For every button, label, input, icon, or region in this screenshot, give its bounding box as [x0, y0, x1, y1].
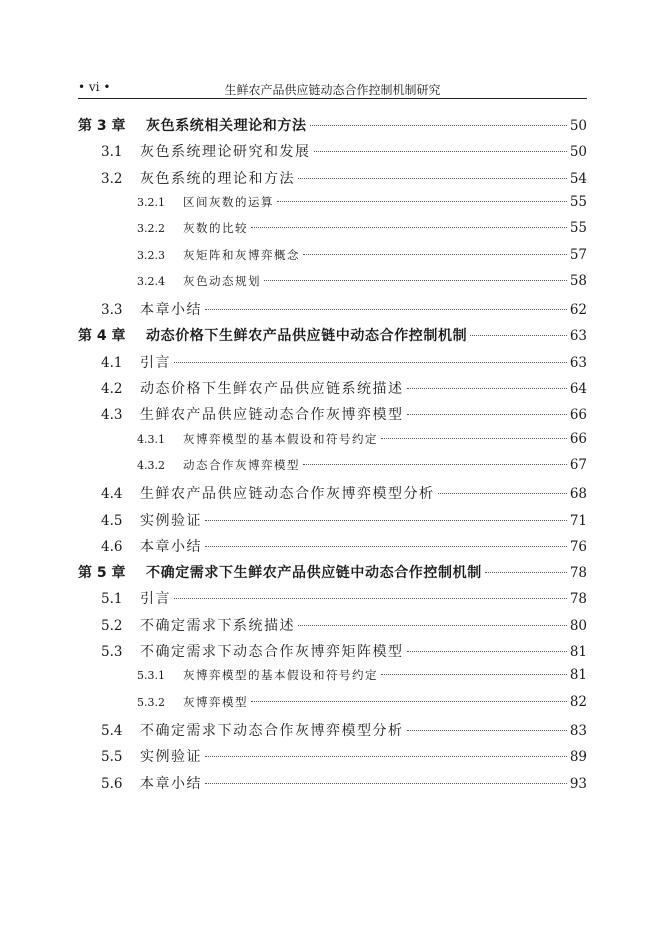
- toc-entry-page: 58: [569, 272, 587, 289]
- toc-entry-number: 4.2: [101, 381, 123, 397]
- toc-entry-number: 5.3.2: [137, 695, 165, 709]
- toc-entry-title: 灰色系统相关理论和方法: [146, 118, 307, 134]
- toc-entry-page: 55: [569, 193, 587, 210]
- page-header: [78, 80, 587, 99]
- dot-leader: [251, 227, 567, 228]
- dot-leader: [205, 756, 567, 757]
- toc-entry-number: 4.3: [101, 407, 123, 424]
- toc-entry-number: 5.6: [101, 775, 123, 792]
- toc-chapter-entry[interactable]: [78, 325, 587, 351]
- running-title: 生鲜农产品供应链动态合作控制机制研究: [224, 83, 441, 97]
- toc-entry-number: 4.4: [101, 486, 123, 503]
- toc-entry-page: 89: [569, 749, 587, 766]
- toc-section-entry[interactable]: [101, 641, 587, 667]
- toc-entry-title: 灰数的比较: [183, 221, 248, 236]
- dot-leader: [407, 651, 567, 652]
- toc-entry-title: 灰色动态规划: [183, 273, 261, 288]
- toc-entry-title: 本章小结: [140, 775, 202, 792]
- dot-leader: [205, 546, 567, 547]
- toc-entry-page: 81: [569, 667, 587, 684]
- toc-section-entry[interactable]: [101, 378, 587, 404]
- toc-entry-number: 第 4 章: [78, 328, 126, 345]
- toc-entry-page: 57: [569, 246, 587, 263]
- toc-entry-number: 4.3.2: [137, 458, 165, 472]
- toc-section-entry[interactable]: [101, 746, 587, 772]
- toc-subsection-entry[interactable]: [137, 194, 587, 220]
- toc-entry-page: 62: [569, 302, 587, 319]
- toc-subsection-entry[interactable]: [137, 667, 587, 693]
- toc-subsection-entry[interactable]: [137, 247, 587, 273]
- toc-entry-page: 76: [569, 538, 587, 555]
- toc-entry-number: 3.2: [101, 170, 123, 187]
- toc-entry-page: 71: [569, 512, 587, 529]
- toc-entry-title: 动态价格下生鲜农产品供应链系统描述: [140, 381, 404, 397]
- toc-entry-page: 80: [569, 617, 587, 634]
- dot-leader: [470, 335, 567, 336]
- toc-subsection-entry[interactable]: [137, 273, 587, 299]
- dot-leader: [298, 178, 567, 179]
- toc-entry-page: 82: [569, 693, 587, 710]
- toc-entry-number: 4.1: [101, 354, 123, 371]
- toc-entry-title: 实例验证: [140, 512, 202, 529]
- toc-entry-page: 54: [569, 170, 587, 187]
- toc-entry-number: 3.2.2: [137, 222, 165, 236]
- toc-entry-page: 63: [569, 354, 587, 371]
- toc-entry-number: 4.5: [101, 512, 123, 529]
- dot-leader: [264, 280, 567, 281]
- toc-entry-page: 78: [569, 591, 587, 608]
- toc-entry-page: 78: [569, 565, 587, 582]
- dot-leader: [303, 464, 567, 465]
- dot-leader: [407, 730, 567, 731]
- toc-entry-page: 81: [569, 644, 587, 660]
- toc-section-entry[interactable]: [101, 720, 587, 746]
- dot-leader: [277, 201, 567, 202]
- dot-leader: [303, 254, 567, 255]
- toc-section-entry[interactable]: [101, 773, 587, 799]
- toc-entry-page: 83: [569, 722, 587, 739]
- toc-section-entry[interactable]: [101, 615, 587, 641]
- toc-entry-number: 5.3.1: [137, 669, 165, 683]
- dot-leader: [381, 674, 567, 675]
- page-number: • vi •: [78, 80, 111, 94]
- toc-entry-title: 生鲜农产品供应链动态合作灰博弈模型分析: [140, 486, 435, 503]
- toc-entry-number: 5.2: [101, 617, 123, 634]
- toc-entry-number: 5.1: [101, 591, 123, 608]
- toc-entry-page: 67: [569, 456, 587, 473]
- dot-leader: [314, 151, 567, 152]
- toc-entry-page: 63: [569, 328, 587, 345]
- toc-entry-page: 66: [569, 430, 587, 447]
- toc-entry-page: 66: [569, 407, 587, 424]
- dot-leader: [205, 309, 567, 310]
- toc-section-entry[interactable]: [101, 299, 587, 325]
- toc-subsection-entry[interactable]: [137, 694, 587, 720]
- dot-leader: [174, 362, 567, 363]
- toc-entry-title: 灰矩阵和灰博弈概念: [183, 247, 300, 262]
- toc-entry-number: 5.3: [101, 644, 123, 660]
- toc-entry-number: 3.3: [101, 302, 123, 319]
- toc-entry-title: 不确定需求下动态合作灰博弈矩阵模型: [140, 644, 404, 660]
- toc-section-entry[interactable]: [101, 352, 587, 378]
- dot-leader: [381, 438, 567, 439]
- toc-entry-number: 第 5 章: [78, 565, 126, 582]
- toc-entry-number: 3.2.4: [137, 274, 165, 288]
- toc-entry-number: 3.1: [101, 144, 123, 161]
- toc-section-entry[interactable]: [101, 168, 587, 194]
- toc-entry-number: 3.2.3: [137, 248, 165, 262]
- toc-subsection-entry[interactable]: [137, 457, 587, 483]
- toc-entry-title: 灰色系统的理论和方法: [140, 170, 295, 187]
- toc-entry-number: 4.3.1: [137, 432, 165, 446]
- toc-entry-title: 灰博弈模型: [183, 694, 248, 709]
- dot-leader: [485, 572, 567, 573]
- toc-entry-number: 5.4: [101, 722, 123, 739]
- toc-section-entry[interactable]: [101, 510, 587, 536]
- toc-entry-number: 第 3 章: [78, 118, 126, 134]
- toc-entry-title: 本章小结: [140, 302, 202, 319]
- toc-entry-title: 生鲜农产品供应链动态合作灰博弈模型: [140, 407, 404, 424]
- toc-entry-page: 55: [569, 220, 587, 237]
- toc-section-entry[interactable]: [101, 536, 587, 562]
- toc-chapter-entry[interactable]: [78, 115, 587, 141]
- dot-leader: [407, 414, 567, 415]
- toc-entry-number: 3.2.1: [137, 195, 165, 209]
- toc-entry-title: 灰博弈模型的基本假设和符号约定: [183, 431, 378, 446]
- toc-entry-title: 引言: [140, 354, 171, 371]
- dot-leader: [205, 783, 567, 784]
- toc-entry-title: 实例验证: [140, 749, 202, 766]
- toc-subsection-entry[interactable]: [137, 431, 587, 457]
- dot-leader: [438, 493, 567, 494]
- toc-entry-title: 不确定需求下系统描述: [140, 617, 295, 634]
- toc-entry-title: 不确定需求下动态合作灰博弈模型分析: [140, 722, 404, 739]
- dot-leader: [205, 520, 567, 521]
- toc-entry-page: 50: [569, 118, 587, 134]
- toc-entry-page: 68: [569, 486, 587, 503]
- toc-subsection-entry[interactable]: [137, 220, 587, 246]
- toc-entry-number: 4.6: [101, 538, 123, 555]
- dot-leader: [251, 701, 567, 702]
- toc-entry-title: 引言: [140, 591, 171, 608]
- toc-section-entry[interactable]: [101, 141, 587, 167]
- toc-entry-page: 50: [569, 144, 587, 161]
- toc-entry-page: 64: [569, 381, 587, 397]
- toc-entry-title: 灰色系统理论研究和发展: [140, 144, 311, 161]
- toc-entry-title: 不确定需求下生鲜农产品供应链中动态合作控制机制: [146, 565, 482, 582]
- toc-entry-title: 本章小结: [140, 538, 202, 555]
- toc-section-entry[interactable]: [101, 404, 587, 430]
- dot-leader: [407, 388, 567, 389]
- toc-entry-title: 动态合作灰博弈模型: [183, 457, 300, 472]
- dot-leader: [310, 125, 567, 126]
- toc-entry-title: 灰博弈模型的基本假设和符号约定: [183, 668, 378, 683]
- toc-entry-title: 区间灰数的运算: [183, 194, 274, 209]
- toc-section-entry[interactable]: [101, 588, 587, 614]
- toc-entry-number: 5.5: [101, 749, 123, 766]
- toc-section-entry[interactable]: [101, 483, 587, 509]
- dot-leader: [174, 598, 567, 599]
- toc-chapter-entry[interactable]: [78, 562, 587, 588]
- toc-entry-title: 动态价格下生鲜农产品供应链中动态合作控制机制: [146, 328, 468, 345]
- dot-leader: [298, 625, 567, 626]
- toc-entry-page: 93: [569, 775, 587, 792]
